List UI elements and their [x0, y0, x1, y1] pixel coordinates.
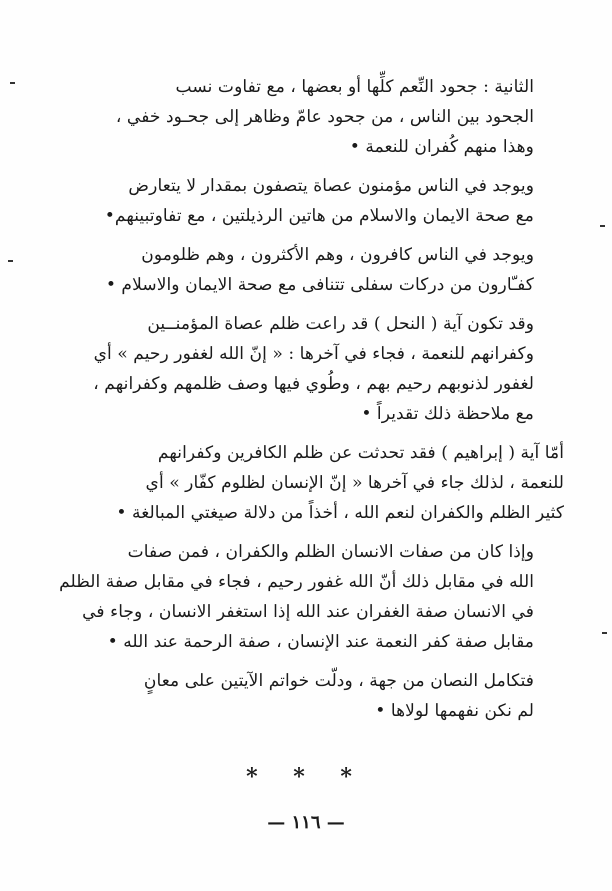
margin-mark: [602, 632, 607, 634]
section-separator: * * *: [246, 764, 366, 790]
page-number: — ١١٦ —: [267, 812, 345, 833]
text-line: أمّا آية ( إبراهيم ) فقد تحدثت عن ظلم الكافرين وكفرانهم: [157, 443, 564, 463]
text-line: وقد تكون آية ( النحل ) قد راعت ظلم عصاة المؤمنــين: [147, 314, 534, 334]
text-line: وإذا كان من صفات الانسان الظلم والكفران ، فمن صفات: [127, 542, 534, 562]
text-line: كثير الظلم والكفران لنعم الله ، أخذاً من دلالة صيغتي المبالغة •: [116, 503, 564, 523]
paragraph-7: [38, 666, 564, 726]
text-line: مقابل صفة كفر النعمة عند الإنسان ، صفة الرحمة عند الله •: [107, 632, 534, 652]
text-line: للنعمة ، لذلك جاء في آخرها « إنّ الإنسان لظلوم كفّار » أي: [145, 473, 564, 493]
margin-mark: [8, 260, 13, 262]
text-line: لم نكن نفهمها لولاها •: [375, 701, 534, 721]
text-line: ويوجد في الناس كافرون ، وهم الأكثرون ، وهم ظلومون: [141, 245, 534, 265]
text-line: في الانسان صفة الغفران عند الله إذا استغفر الانسان ، وجاء في: [82, 602, 534, 622]
text-line: وكفرانهم للنعمة ، فجاء في آخرها : « إنّ الله لغفور رحيم » أي: [93, 344, 534, 364]
paragraph-5: [38, 438, 564, 528]
text-line: ويوجد في الناس مؤمنون عصاة يتصفون بمقدار لا يتعارض: [128, 176, 534, 196]
text-line: كفـّارون من دركات سفلى تتنافى مع صحة الايمان والاسلام •: [105, 275, 534, 295]
text-line: الله في مقابل ذلك أنّ الله غفور رحيم ، فجاء في مقابل صفة الظلم: [59, 572, 534, 592]
text-line: مع صحة الايمان والاسلام من هاتين الرذيلتين ، مع تفاوتبينهم•: [104, 206, 534, 226]
paragraph-4: [38, 309, 564, 429]
page-body: [38, 72, 564, 735]
text-line: لغفور لذنوبهم رحيم بهم ، وطُوي فيها وصف ظلمهم وكفرانهم ،: [93, 374, 534, 394]
text-line: مع ملاحظة ذلك تقديراً •: [361, 404, 534, 424]
paragraph-1: [38, 72, 564, 162]
margin-mark: [10, 82, 15, 84]
text-line: وهذا منهم كُفران للنعمة •: [349, 137, 534, 157]
paragraph-6: [38, 537, 564, 657]
text-line: فتكامل النصان من جهة ، ودلّت خواتم الآيتين على معانٍ: [143, 671, 534, 691]
paragraph-3: [38, 240, 564, 300]
paragraph-2: [38, 171, 564, 231]
margin-mark: [600, 225, 605, 227]
text-line: الجحود بين الناس ، من جحود عامّ وظاهر إلى جحـود خفي ،: [115, 107, 534, 127]
text-line: الثانية : جحود النِّعم كلِّها أو بعضها ، مع تفاوت نسب: [175, 77, 534, 97]
